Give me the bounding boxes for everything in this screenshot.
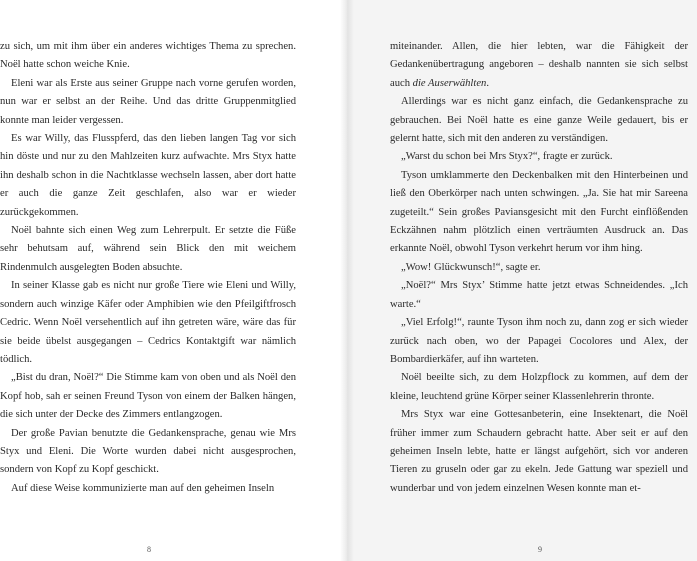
paragraph: „Warst du schon bei Mrs Styx?“, fragte er zurück. [401, 151, 613, 163]
paragraph: In seiner Klasse gab es nicht nur große Tiere wie Eleni und Willy, sondern auch winzige Käfer oder Amphibien wie den Pfeilgiftfrosch Cedric. Wenn Noël versehentlich auf ihn getreten wäre, wäre das für sie beide übelst ausgegangen – Cedrics Kontaktgift war nämlich tödlich. [0, 280, 296, 365]
paragraph: Eleni war als Erste aus seiner Gruppe nach vorne gerufen worden, nun war er selbst an der Reihe. Und das dritte Gruppenmitglied konnte man leider vergessen. [0, 77, 296, 126]
paragraph: Der große Pavian benutzte die Gedankensprache, genau wie Mrs Styx und Eleni. Die Worte wurden dabei nicht ausgesprochen, sondern von Kopf zu Kopf geschickt. [0, 427, 296, 476]
paragraph: Tyson umklammerte den Deckenbalken mit den Hinterbeinen und ließ den Oberkörper nach unten schwingen. „Ja. Sie hat mir Sareena zugeteilt.“ Sein großes Paviansgesicht mit den Furcht einflößenden Eckzähnen nahm plötzlich einen verträumten Ausdruck an. Das erkannte Noël, obwohl Tyson verkehrt herum vor ihm hing. [390, 169, 688, 255]
paragraph: „Viel Erfolg!“, raunte Tyson ihm noch zu, dann zog er sich wieder zurück nach oben, wo der Papagei Cocolores und Alex, der Bombardierkäfer, auf ihn warteten. [390, 317, 688, 365]
right-page-text [390, 38, 688, 498]
paragraph: „Noël?“ Mrs Styx’ Stimme hatte jetzt etwas Schneidendes. „Ich warte.“ [390, 280, 688, 310]
paragraph: Noël bahnte sich einen Weg zum Lehrerpult. Er setzte die Füße sehr behutsam auf, während sein Blick den mit weichem Rindenmulch ausgelegten Boden absuchte. [0, 225, 296, 273]
page-number: 9 [538, 545, 542, 554]
right-page [348, 0, 697, 561]
italic-phrase: die Auserwählten [412, 77, 487, 89]
page-number: 8 [147, 545, 151, 554]
paragraph: zu sich, um mit ihm über ein anderes wichtiges Thema zu sprechen. Noël hatte schon weiche Knie. [0, 41, 296, 71]
paragraph: „Wow! Glückwunsch!“, sagte er. [401, 261, 541, 273]
paragraph: Allerdings war es nicht ganz einfach, die Gedankensprache zu gebrauchen. Bei Noël hatte es eine ganze Weile gedauert, bis er gelernt hatte, sich mit den anderen zu verständigen. [390, 96, 688, 145]
paragraph: Noël beeilte sich, zu dem Holzpflock zu kommen, auf dem der kleine, leuchtend grüne Körper seiner Klassenlehrerin thronte. [390, 372, 688, 402]
left-page-text [0, 38, 296, 498]
paragraph: Mrs Styx war eine Gottesanbeterin, eine Insektenart, die Noël früher immer zum Schaudern gebracht hatte. Aber seit er auf den geheimen Inseln lebte, hatte er längst aufgehört, sich vor anderen Tieren zu gruseln oder gar zu ekeln. Jede Gattung war speziell und wunderbar und von jedem einzelnen Wesen konnte man et- [390, 409, 688, 494]
paragraph-text: . [486, 77, 489, 89]
paragraph: Auf diese Weise kommunizierte man auf den geheimen Inseln [11, 482, 275, 494]
paragraph: Es war Willy, das Flusspferd, das den lieben langen Tag vor sich hin döste und nur zu den Mahlzeiten kurz aufwachte. Mrs Styx hatte ihn deshalb schon in die Nachtklasse wechseln lassen, aber dort hatte er auch die ganze Zeit geschlafen, also war er wieder zurückgekommen. [0, 133, 296, 218]
paragraph: „Bist du dran, Noël?“ Die Stimme kam von oben und als Noël den Kopf hob, sah er seinen Freund Tyson von einem der Balken hängen, die sich unter der Decke des Zimmers entlangzogen. [0, 372, 296, 421]
book-gutter [340, 0, 354, 561]
paragraph-text: miteinander. Allen, die hier lebten, war die Fähigkeit der Gedankenübertragung angeboren – deshalb nannten sie sich selbst auch [390, 41, 688, 89]
left-page [0, 0, 348, 561]
paragraph [390, 38, 688, 93]
